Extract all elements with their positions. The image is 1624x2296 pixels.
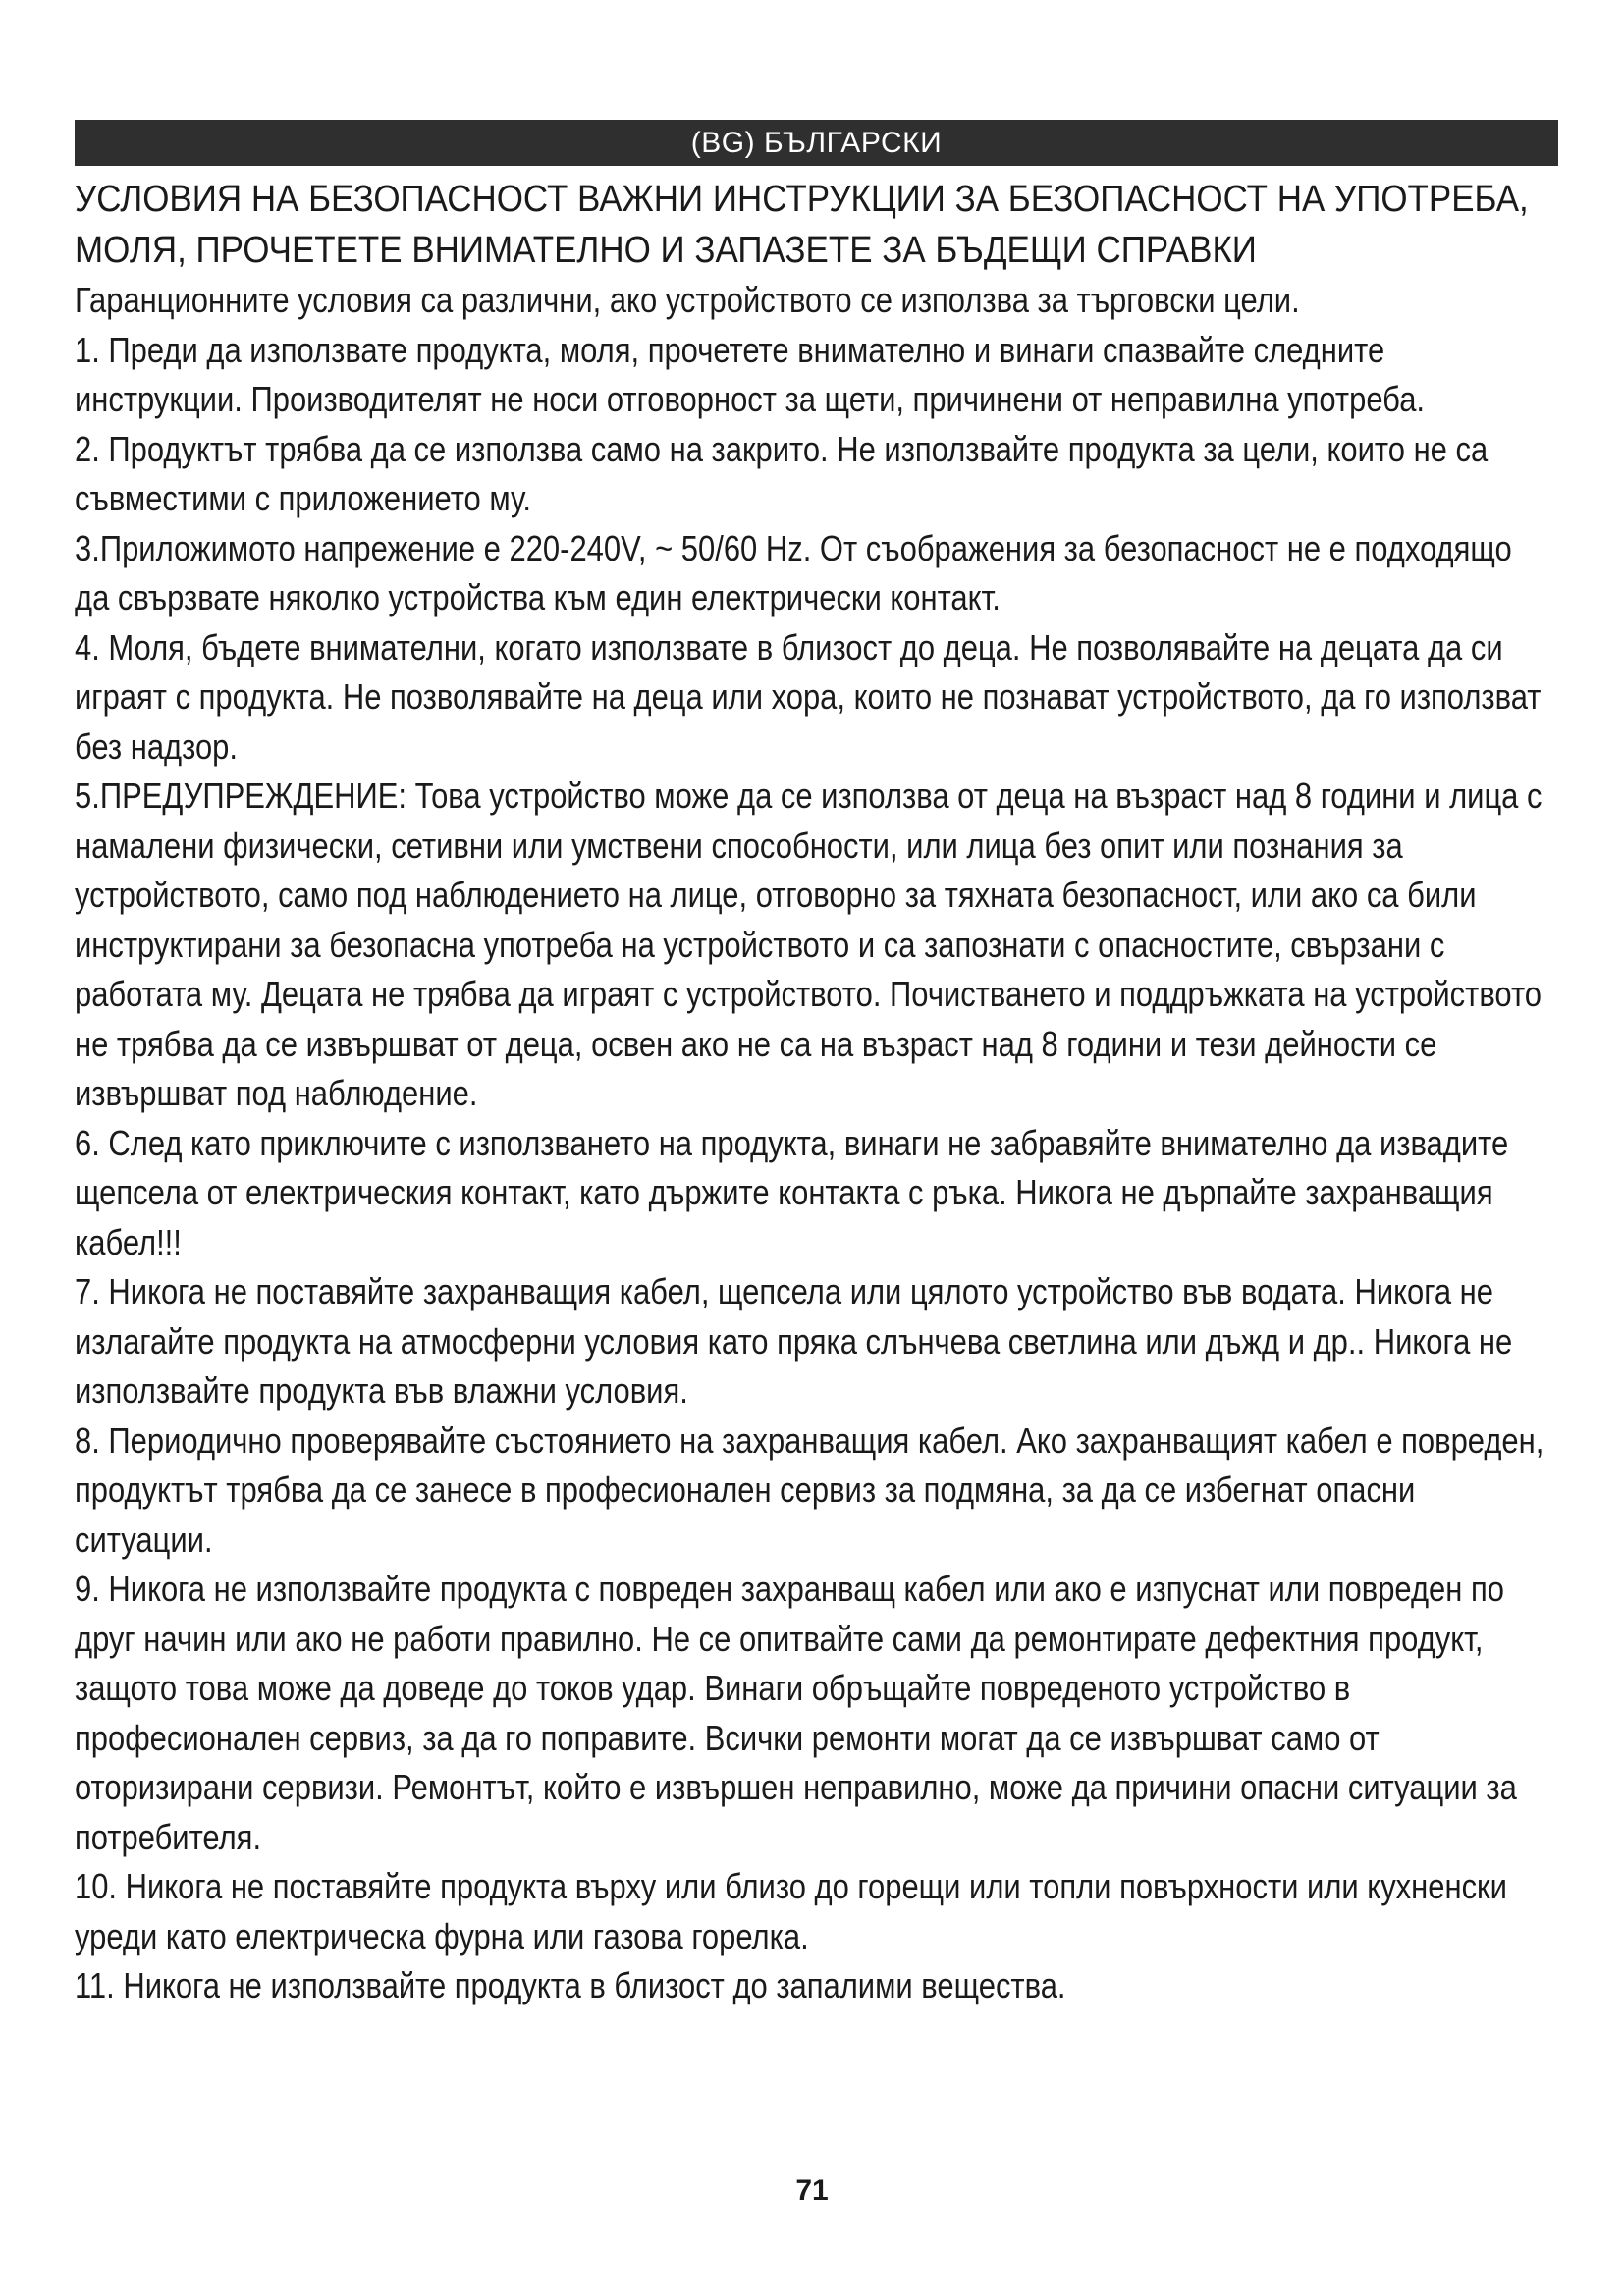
document-page <box>75 120 1558 2011</box>
instruction-7: 7. Никога не поставяйте захранващия кабел, щепсела или цялото устройство във водата. Никога не излагайте продукта на атмосферни условия като пряка слънчева светлина или дъжд и др.. Никога не използвайте продукта във влажни условия. <box>75 1271 1513 1411</box>
language-header-bar: (BG) БЪЛГАРСКИ <box>75 120 1558 166</box>
instruction-1: 1. Преди да използвате продукта, моля, прочетете внимателно и винаги спазвайте следните инструкции. Производителят не носи отговорност за щети, причинени от неправилна употреба. <box>75 329 1426 419</box>
instruction-10: 10. Никога не поставяйте продукта върху или близо до горещи или топли повърхности или кухненски уреди като електрическа фурна или газова горелка. <box>75 1866 1507 1956</box>
safety-title: УСЛОВИЯ НА БЕЗОПАСНОСТ ВАЖНИ ИНСТРУКЦИИ ЗА БЕЗОПАСНОСТ НА УПОТРЕБА, МОЛЯ, ПРОЧЕТЕТЕ ВНИМАТЕЛНО И ЗАПАЗЕТЕ ЗА БЪДЕЩИ СПРАВКИ <box>75 179 1529 271</box>
warranty-note: Гаранционните условия са различни, ако устройството се използва за търговски цели. <box>75 280 1300 320</box>
instruction-5: 5.ПРЕДУПРЕЖДЕНИЕ: Това устройство може да се използва от деца на възраст над 8 години и лица с намалени физически, сетивни или умствени способности, или лица без опит или познания за устройството, само под наблюдението на лице, отговорно за тяхната безопасност, или ако са били инструктирани за безопасна употреба на устройството и са запознати с опасностите, свързани с работата му. Децата не трябва да играят с устройството. Почистването и поддръжката на устройството не трябва да се извършват от деца, освен ако не са на възраст над 8 години и тези дейности се извършват под наблюдение. <box>75 775 1543 1113</box>
instruction-3: 3.Приложимото напрежение е 220-240V, ~ 50/60 Hz. От съображения за безопасност не е подходящо да свързвате няколко устройства към един електрически контакт. <box>75 527 1512 617</box>
instruction-2: 2. Продуктът трябва да се използва само на закрито. Не използвайте продукта за цели, които не са съвместими с приложението му. <box>75 428 1489 518</box>
instruction-9: 9. Никога не използвайте продукта с повреден захранващ кабел или ако е изпуснат или повреден по друг начин или ако не работи правилно. Не се опитвайте сами да ремонтирате дефектния продукт, защото това може да доведе до токов удар. Винаги обръщайте повреденото устройство в професионален сервиз, за да го поправите. Всички ремонти могат да се извършват само от оторизирани сервизи. Ремонтът, който е извършен неправилно, може да причини опасни ситуации за потребителя. <box>75 1569 1517 1857</box>
safety-instructions <box>75 276 1554 2011</box>
page-number: 71 <box>795 2174 829 2207</box>
instruction-11: 11. Никога не използвайте продукта в близост до запалими вещества. <box>75 1965 1066 2005</box>
instruction-6: 6. След като приключите с използването на продукта, винаги не забравяйте внимателно да извадите щепсела от електрическия контакт, като държите контакта с ръка. Никога не дърпайте захранващия кабел!!! <box>75 1122 1509 1262</box>
instruction-8: 8. Периодично проверявайте състоянието на захранващия кабел. Ако захранващият кабел е повреден, продуктът трябва да се занесе в професионален сервиз за подмяна, за да се избегнат опасни ситуации. <box>75 1419 1544 1560</box>
instruction-4: 4. Моля, бъдете внимателни, когато използвате в близост до деца. Не позволявайте на децата да си играят с продукта. Не позволявайте на деца или хора, които не познават устройството, да го използват без надзор. <box>75 626 1542 767</box>
